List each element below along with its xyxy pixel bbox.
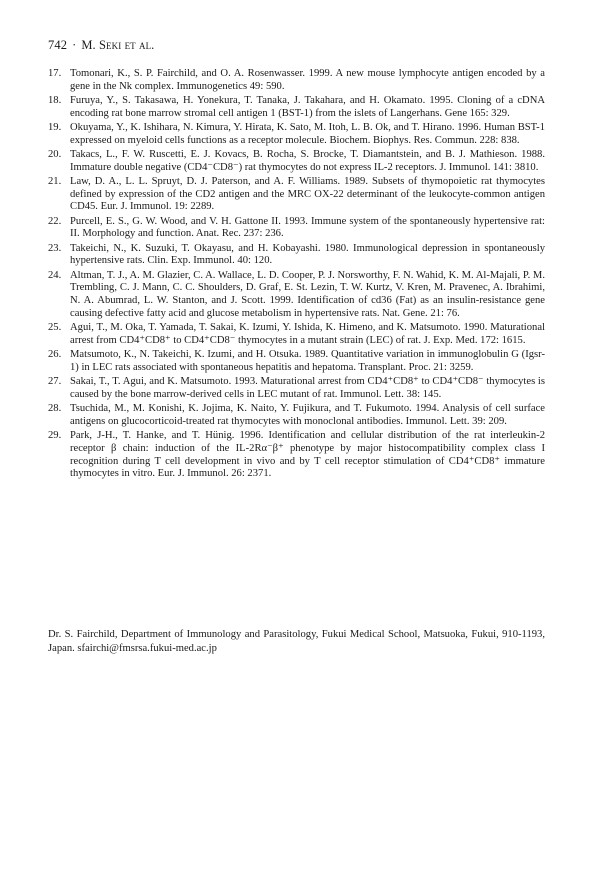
reference-text: Purcell, E. S., G. W. Wood, and V. H. Gattone II. 1993. Immune system of the spontaneously hypertensive rat: II. Morphology and function. Anat. Rec. 237: 236. [70,215,545,240]
header-separator: · [72,38,77,52]
reference-text: Sakai, T., T. Agui, and K. Matsumoto. 1993. Maturational arrest from CD4⁺CD8⁺ to CD4⁺CD8⁻ thymocytes is caused by the bone marrow-derived cells in LEC mutant of rat. Immunol. Lett. 38: 145. [70,376,545,400]
running-header [48,38,154,53]
reference-list [48,68,545,483]
reference-number: 18. [48,95,62,106]
reference-number: 24. [48,269,62,281]
page-number: 742 [48,38,68,52]
reference-item [48,430,545,481]
reference-item [48,122,545,147]
reference-text: Agui, T., M. Oka, T. Yamada, T. Sakai, K. Izumi, Y. Ishida, K. Himeno, and K. Matsumoto. 1990. Maturational arrest from CD4⁺CD8⁺ to CD4⁺CD8⁻ thymocytes in a mutant strain (LEC) of rat. J. Exp. Med. 172: 1615. [70,322,545,346]
reference-text: Furuya, Y., S. Takasawa, H. Yonekura, T. Tanaka, J. Takahara, and H. Okamato. 1995. Cloning of a cDNA encoding rat bone marrow stromal cell antigen 1 (BST-1) from the islets of Langerhans. Gene 165: 329. [70,95,545,119]
author-affiliation: Dr. S. Fairchild, Department of Immunology and Parasitology, Fukui Medical School, Matsuoka, Fukui, 910-1193, Japan. sfairchi@fmsrsa.fukui-med.ac.jp [48,628,545,654]
reference-number: 27. [48,376,62,388]
reference-item [48,176,545,214]
reference-number: 22. [48,215,62,227]
reference-text: Matsumoto, K., N. Takeichi, K. Izumi, and H. Otsuka. 1989. Quantitative variation in immunoglobulin G (Igsr-1) in LEC rats associated with spontaneous hepatitis and hepatoma. Transplant. Proc. 21: 3259. [70,349,545,373]
reference-item [48,403,545,428]
reference-item [48,376,545,401]
reference-text: Takacs, L., F. W. Ruscetti, E. J. Kovacs, B. Rocha, S. Brocke, T. Diamantstein, and B. J. Mathieson. 1988. Immature double negative (CD4⁻CD8⁻) rat thymocytes do not express IL-2 receptors. J. Immunol. 141: 3810. [70,149,545,173]
reference-item [48,349,545,374]
reference-item [48,322,545,347]
reference-number: 19. [48,122,62,133]
running-author: M. Seki et al. [81,38,155,52]
reference-number: 20. [48,149,62,160]
reference-item [48,243,545,268]
reference-text: Tomonari, K., S. P. Fairchild, and O. A. Rosenwasser. 1999. A new mouse lymphocyte antigen encoded by a gene in the Nk complex. Immunogenetics 49: 590. [70,68,545,92]
reference-number: 25. [48,322,62,334]
reference-number: 29. [48,430,62,442]
reference-text: Okuyama, Y., K. Ishihara, N. Kimura, Y. Hirata, K. Sato, M. Itoh, L. B. Ok, and T. Hirano. 1996. Human BST-1 expressed on myeloid cells functions as a receptor molecule. Biochem. Biophys. Res. Commun. 228: 838. [70,122,545,146]
reference-item [48,68,545,93]
reference-text: Takeichi, N., K. Suzuki, T. Okayasu, and H. Kobayashi. 1980. Immunological depression in spontaneously hypertensive rats. Clin. Exp. Immunol. 40: 120. [70,242,545,267]
reference-number: 26. [48,349,62,361]
reference-number: 23. [48,242,62,254]
reference-text: Law, D. A., L. L. Spruyt, D. J. Paterson, and A. F. Williams. 1989. Subsets of thymopoietic rat thymocytes defined by expression of the CD2 antigen and the MRC OX-22 determinant of the leukocyte-common antigen CD45. Eur. J. Immunol. 19: 2289. [70,176,545,213]
reference-item [48,216,545,241]
reference-text: Altman, T. J., A. M. Glazier, C. A. Wallace, L. D. Cooper, P. J. Norsworthy, F. N. Wahid, K. M. Al-Majali, P. M. Trembling, C. J. Mann, C. C. Shoulders, D. Graf, E. St. Lezin, T. W. Kurtz, V. Kren, M. Pravenec, A. Ibrahimi, N. A. Abumrad, L. W. Stanton, and J. Scott. 1999. Identification of cd36 (Fat) as an insulin-resistance gene causing defective fatty acid and glucose metabolism in hypertensive rats. Nat. Gene. 21: 76. [70,269,545,319]
reference-number: 17. [48,68,62,79]
reference-text: Park, J-H., T. Hanke, and T. Hünig. 1996. Identification and cellular distribution of the rat interleukin-2 receptor β chain: induction of the IL-2Rα⁻β⁺ phenotype by major histocompatibility complex class I recognition during T cell development in vivo and by T cell receptor stimulation of CD4⁺CD8⁺ immature thymocytes in vitro. Eur. J. Immunol. 26: 2371. [70,430,545,480]
reference-number: 28. [48,403,62,415]
reference-item [48,95,545,120]
reference-item [48,149,545,174]
reference-text: Tsuchida, M., M. Konishi, K. Jojima, K. Naito, Y. Fujikura, and T. Fukumoto. 1994. Analysis of cell surface antigens on glucocorticoid-treated rat thymocytes with monoclonal antibodies. Immunol. Lett. 39: 209. [70,403,545,427]
reference-number: 21. [48,176,62,187]
reference-item [48,270,545,321]
